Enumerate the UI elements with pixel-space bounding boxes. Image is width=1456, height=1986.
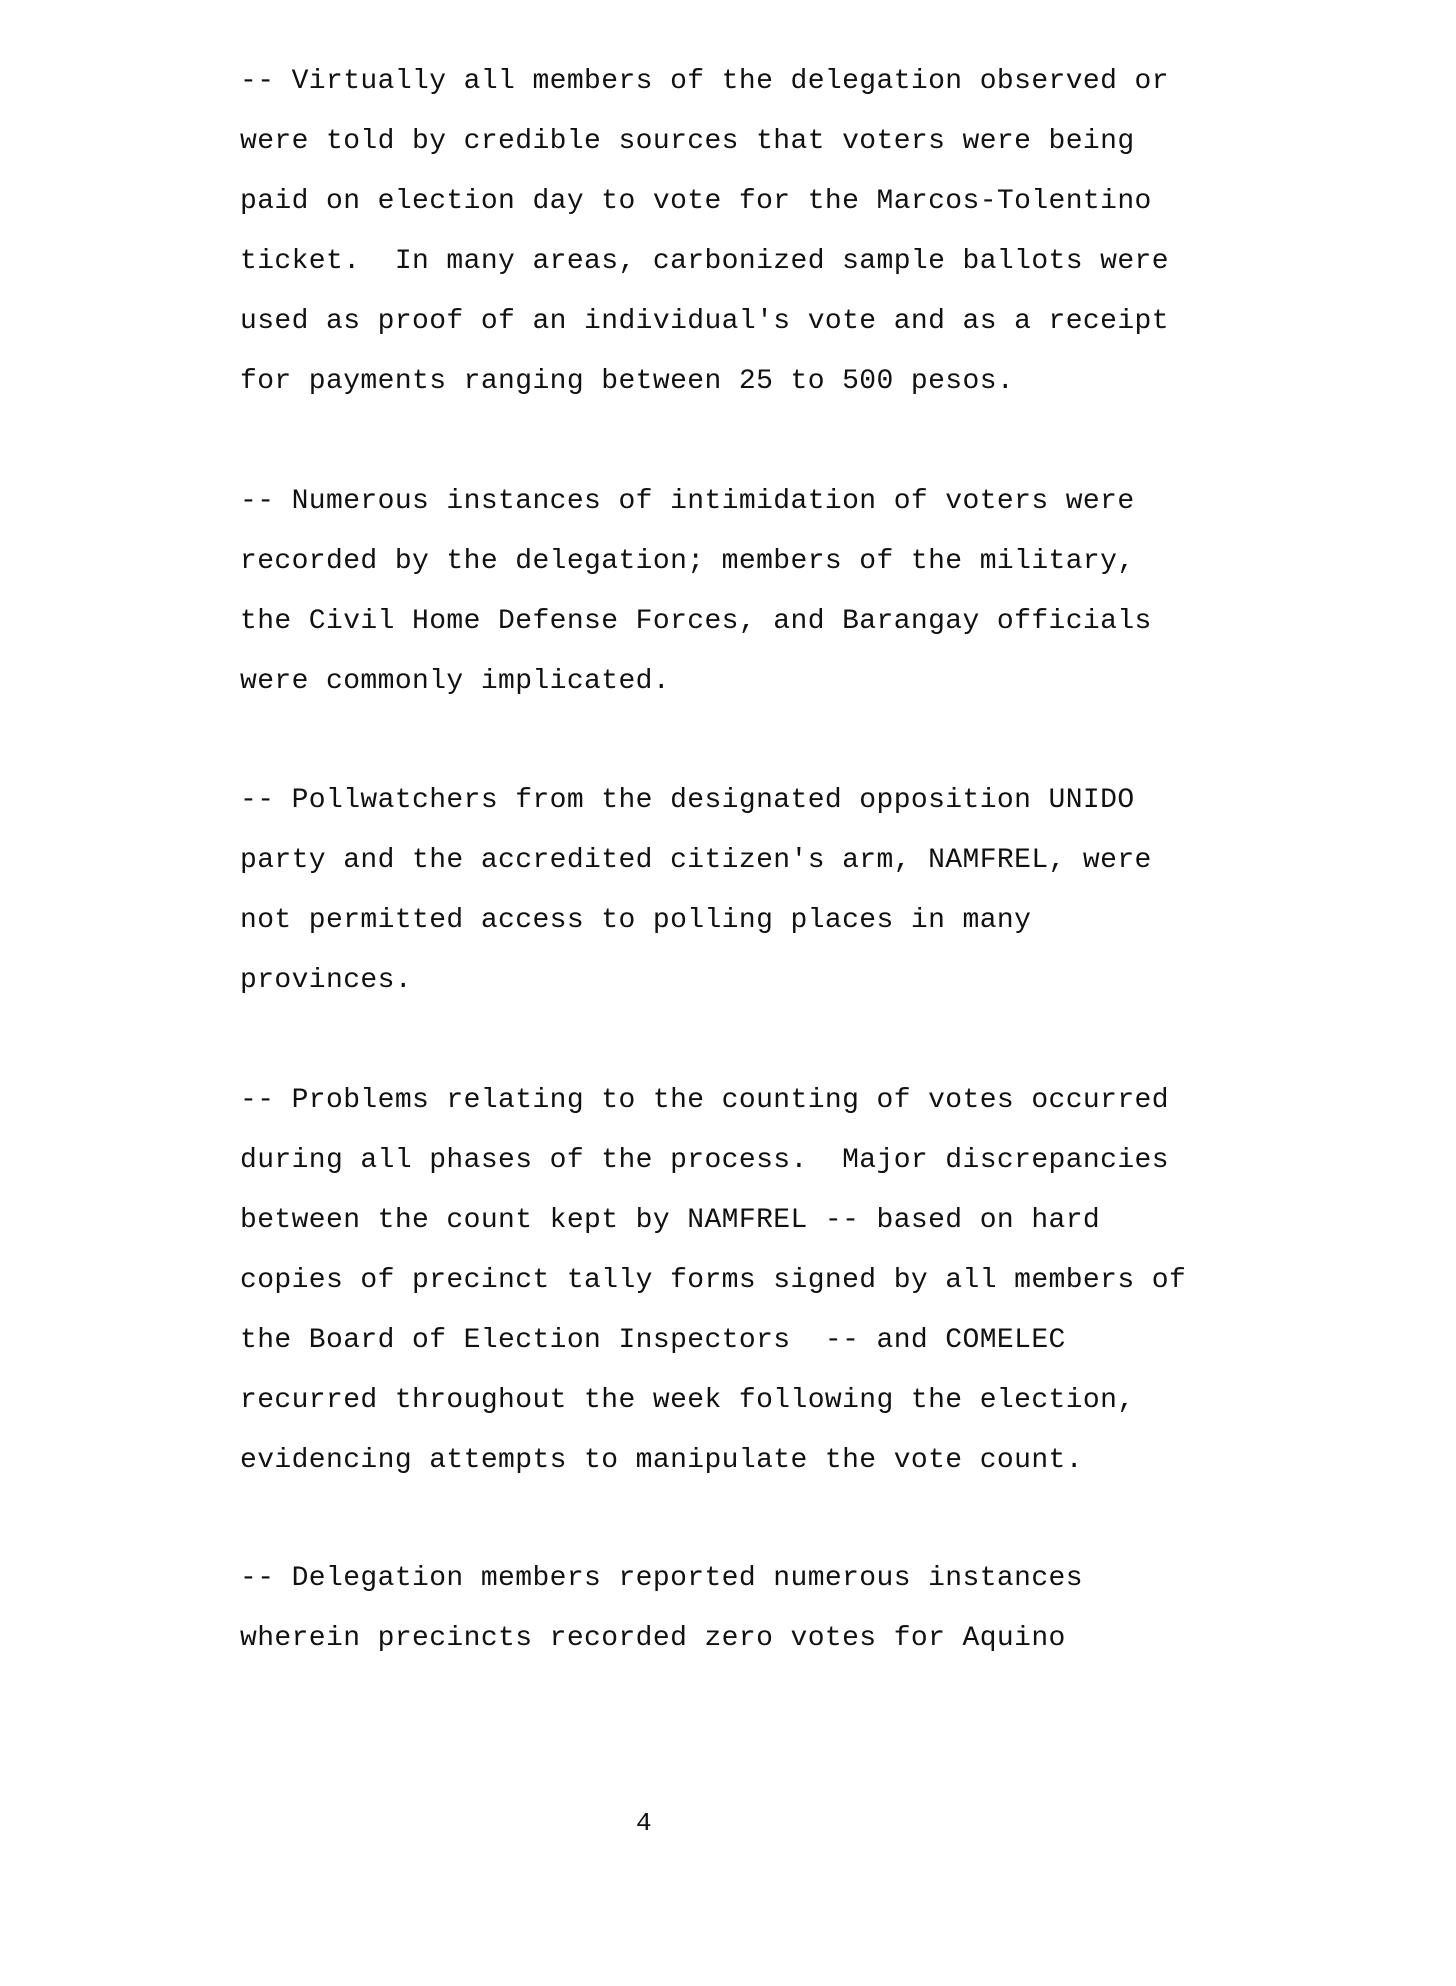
text-line: were commonly implicated.	[240, 666, 671, 697]
text-line: for payments ranging between 25 to 500 pesos.	[240, 366, 1015, 397]
text-line: between the count kept by NAMFREL -- based on hard	[240, 1205, 1101, 1236]
text-line: recorded by the delegation; members of the military,	[240, 546, 1135, 577]
text-line: wherein precincts recorded zero votes for Aquino	[240, 1623, 1066, 1654]
text-line: provinces.	[240, 965, 413, 996]
text-line: used as proof of an individual's vote and as a receipt	[240, 306, 1169, 337]
text-line: evidencing attempts to manipulate the vote count.	[240, 1445, 1083, 1476]
text-line: not permitted access to polling places in many	[240, 905, 1032, 936]
paragraph-intimidation	[240, 472, 1152, 712]
text-line: were told by credible sources that voters were being	[240, 126, 1135, 157]
paragraph-vote-counting	[240, 1071, 1186, 1491]
text-line: -- Numerous instances of intimidation of voters were	[240, 486, 1135, 517]
text-line: paid on election day to vote for the Marcos-Tolentino	[240, 186, 1152, 217]
paragraph-pollwatchers	[240, 771, 1152, 1011]
paragraph-vote-buying	[240, 52, 1169, 412]
paragraph-zero-votes	[240, 1549, 1083, 1669]
text-line: during all phases of the process. Major discrepancies	[240, 1145, 1169, 1176]
text-line: -- Virtually all members of the delegation observed or	[240, 66, 1169, 97]
text-line: copies of precinct tally forms signed by all members of	[240, 1265, 1187, 1296]
text-line: the Board of Election Inspectors -- and COMELEC	[240, 1325, 1066, 1356]
text-line: ticket. In many areas, carbonized sample ballots were	[240, 246, 1169, 277]
text-line: -- Pollwatchers from the designated opposition UNIDO	[240, 785, 1135, 816]
text-line: recurred throughout the week following the election,	[240, 1385, 1135, 1416]
text-line: party and the accredited citizen's arm, NAMFREL, were	[240, 845, 1152, 876]
page-number: 4	[636, 1808, 652, 1838]
text-line: -- Delegation members reported numerous instances	[240, 1563, 1083, 1594]
text-line: -- Problems relating to the counting of votes occurred	[240, 1085, 1169, 1116]
text-line: the Civil Home Defense Forces, and Barangay officials	[240, 606, 1152, 637]
